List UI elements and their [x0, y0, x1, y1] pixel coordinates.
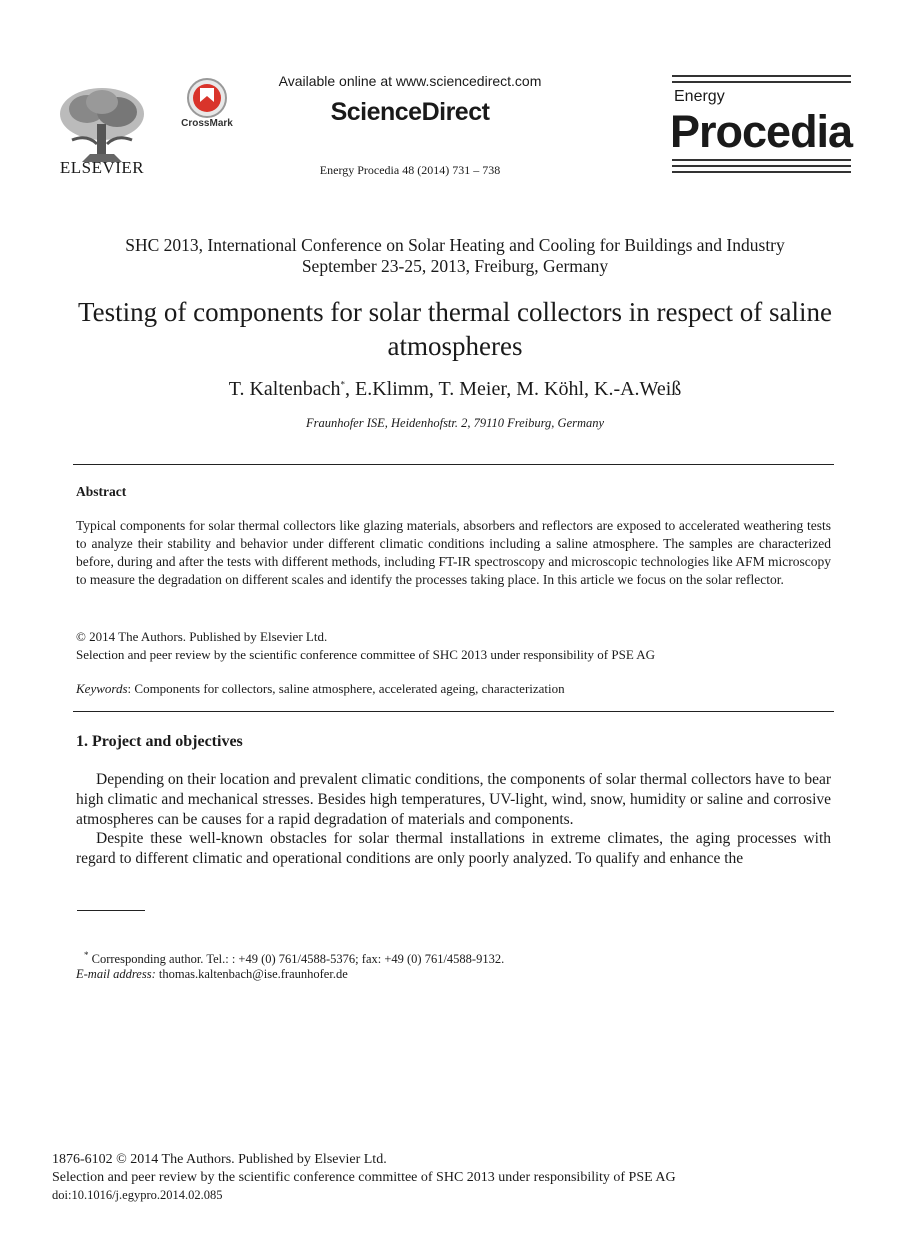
affiliation: Fraunhofer ISE, Heidenhofstr. 2, 79110 Freiburg, Germany: [305, 416, 605, 430]
author-list: [40, 378, 870, 401]
footnote-mark: *: [84, 950, 89, 960]
journal-logo-rule: [672, 171, 851, 173]
footnote-contact: Corresponding author. Tel.: : +49 (0) 761/4588-5376; fax: +49 (0) 761/4588-9132.: [88, 952, 505, 967]
author-first: T. Kaltenbach: [228, 378, 341, 400]
article-title: Testing of components for solar thermal collectors in respect of saline atmospheres: [78, 297, 832, 361]
authors-rest: , E.Klimm, T. Meier, M. Köhl, K.-A.Weiß: [345, 378, 682, 400]
journal-reference: Energy Procedia 48 (2014) 731 – 738: [319, 163, 501, 177]
keywords-value: : Components for collectors, saline atmosphere, accelerated ageing, characterization: [127, 681, 565, 696]
conference-line-2: September 23-25, 2013, Freiburg, Germany: [301, 256, 609, 276]
keywords-line: [76, 681, 565, 697]
divider: [73, 464, 834, 465]
divider: [73, 711, 834, 712]
copyright-line: © 2014 The Authors. Published by Elsevier Ltd.: [76, 629, 328, 644]
journal-logo-rule: [672, 159, 851, 161]
footer-issn-line: 1876-6102 © 2014 The Authors. Published by Elsevier Ltd.: [52, 1152, 387, 1167]
body-paragraph: Despite these well-known obstacles for solar thermal installations in extreme climates, the aging processes with regard to different climatic and operational conditions are only poorly analyzed. To qualify and enhance the: [76, 830, 831, 867]
journal-logo-energy: Energy: [674, 88, 725, 105]
footer-doi[interactable]: doi:10.1016/j.egypro.2014.02.085: [52, 1188, 223, 1202]
keywords-label: Keywords: [76, 681, 128, 696]
footnote-rule: [77, 910, 145, 911]
footer-peer-review: Selection and peer review by the scientific conference committee of SHC 2013 under responsibility of PSE AG: [52, 1170, 676, 1185]
elsevier-wordmark: ELSEVIER: [59, 158, 145, 177]
body-paragraph: Depending on their location and prevalent climatic conditions, the components of solar thermal collectors have to bear high climatic and mechanical stresses. Besides high temperatures, UV-light, wind, snow, humidity or saline and corrosive atmospheres can be causes for a rapid degradation of materials and components.: [76, 771, 831, 828]
journal-logo-procedia: Procedia: [670, 106, 853, 157]
crossmark-label: CrossMark: [181, 118, 233, 129]
journal-logo-rule: [672, 75, 851, 77]
abstract-heading: Abstract: [76, 484, 127, 499]
peer-review-line: Selection and peer review by the scientific conference committee of SHC 2013 under responsibility of PSE AG: [76, 647, 656, 662]
journal-logo-rule: [672, 165, 851, 167]
sciencedirect-brand: ScienceDirect: [330, 98, 490, 126]
journal-logo-rule: [672, 81, 851, 83]
email-address[interactable]: thomas.kaltenbach@ise.fraunhofer.de: [155, 967, 348, 981]
email-label: E-mail address:: [76, 967, 156, 981]
section-heading: 1. Project and objectives: [76, 733, 243, 750]
corresponding-mark[interactable]: *: [340, 379, 346, 390]
available-online-line: Available online at www.sciencedirect.com: [278, 73, 542, 89]
conference-line-1: SHC 2013, International Conference on Solar Heating and Cooling for Buildings and Industry: [125, 235, 785, 255]
abstract-text: Typical components for solar thermal collectors like glazing materials, absorbers and reflectors are exposed to accelerated weathering tests to analyze their stability and behavior under different climatic conditions including a saline atmosphere. The samples are characterized before, during and after the tests with different methods, including FT-IR spectroscopy and microscopic technologies like AFM microscopy to measure the degradation on different scales and identify the processes taking place. In this article we focus on the solar reflector.: [76, 518, 831, 587]
footnote-email: [76, 967, 348, 982]
footnote-corresponding: [84, 950, 504, 967]
